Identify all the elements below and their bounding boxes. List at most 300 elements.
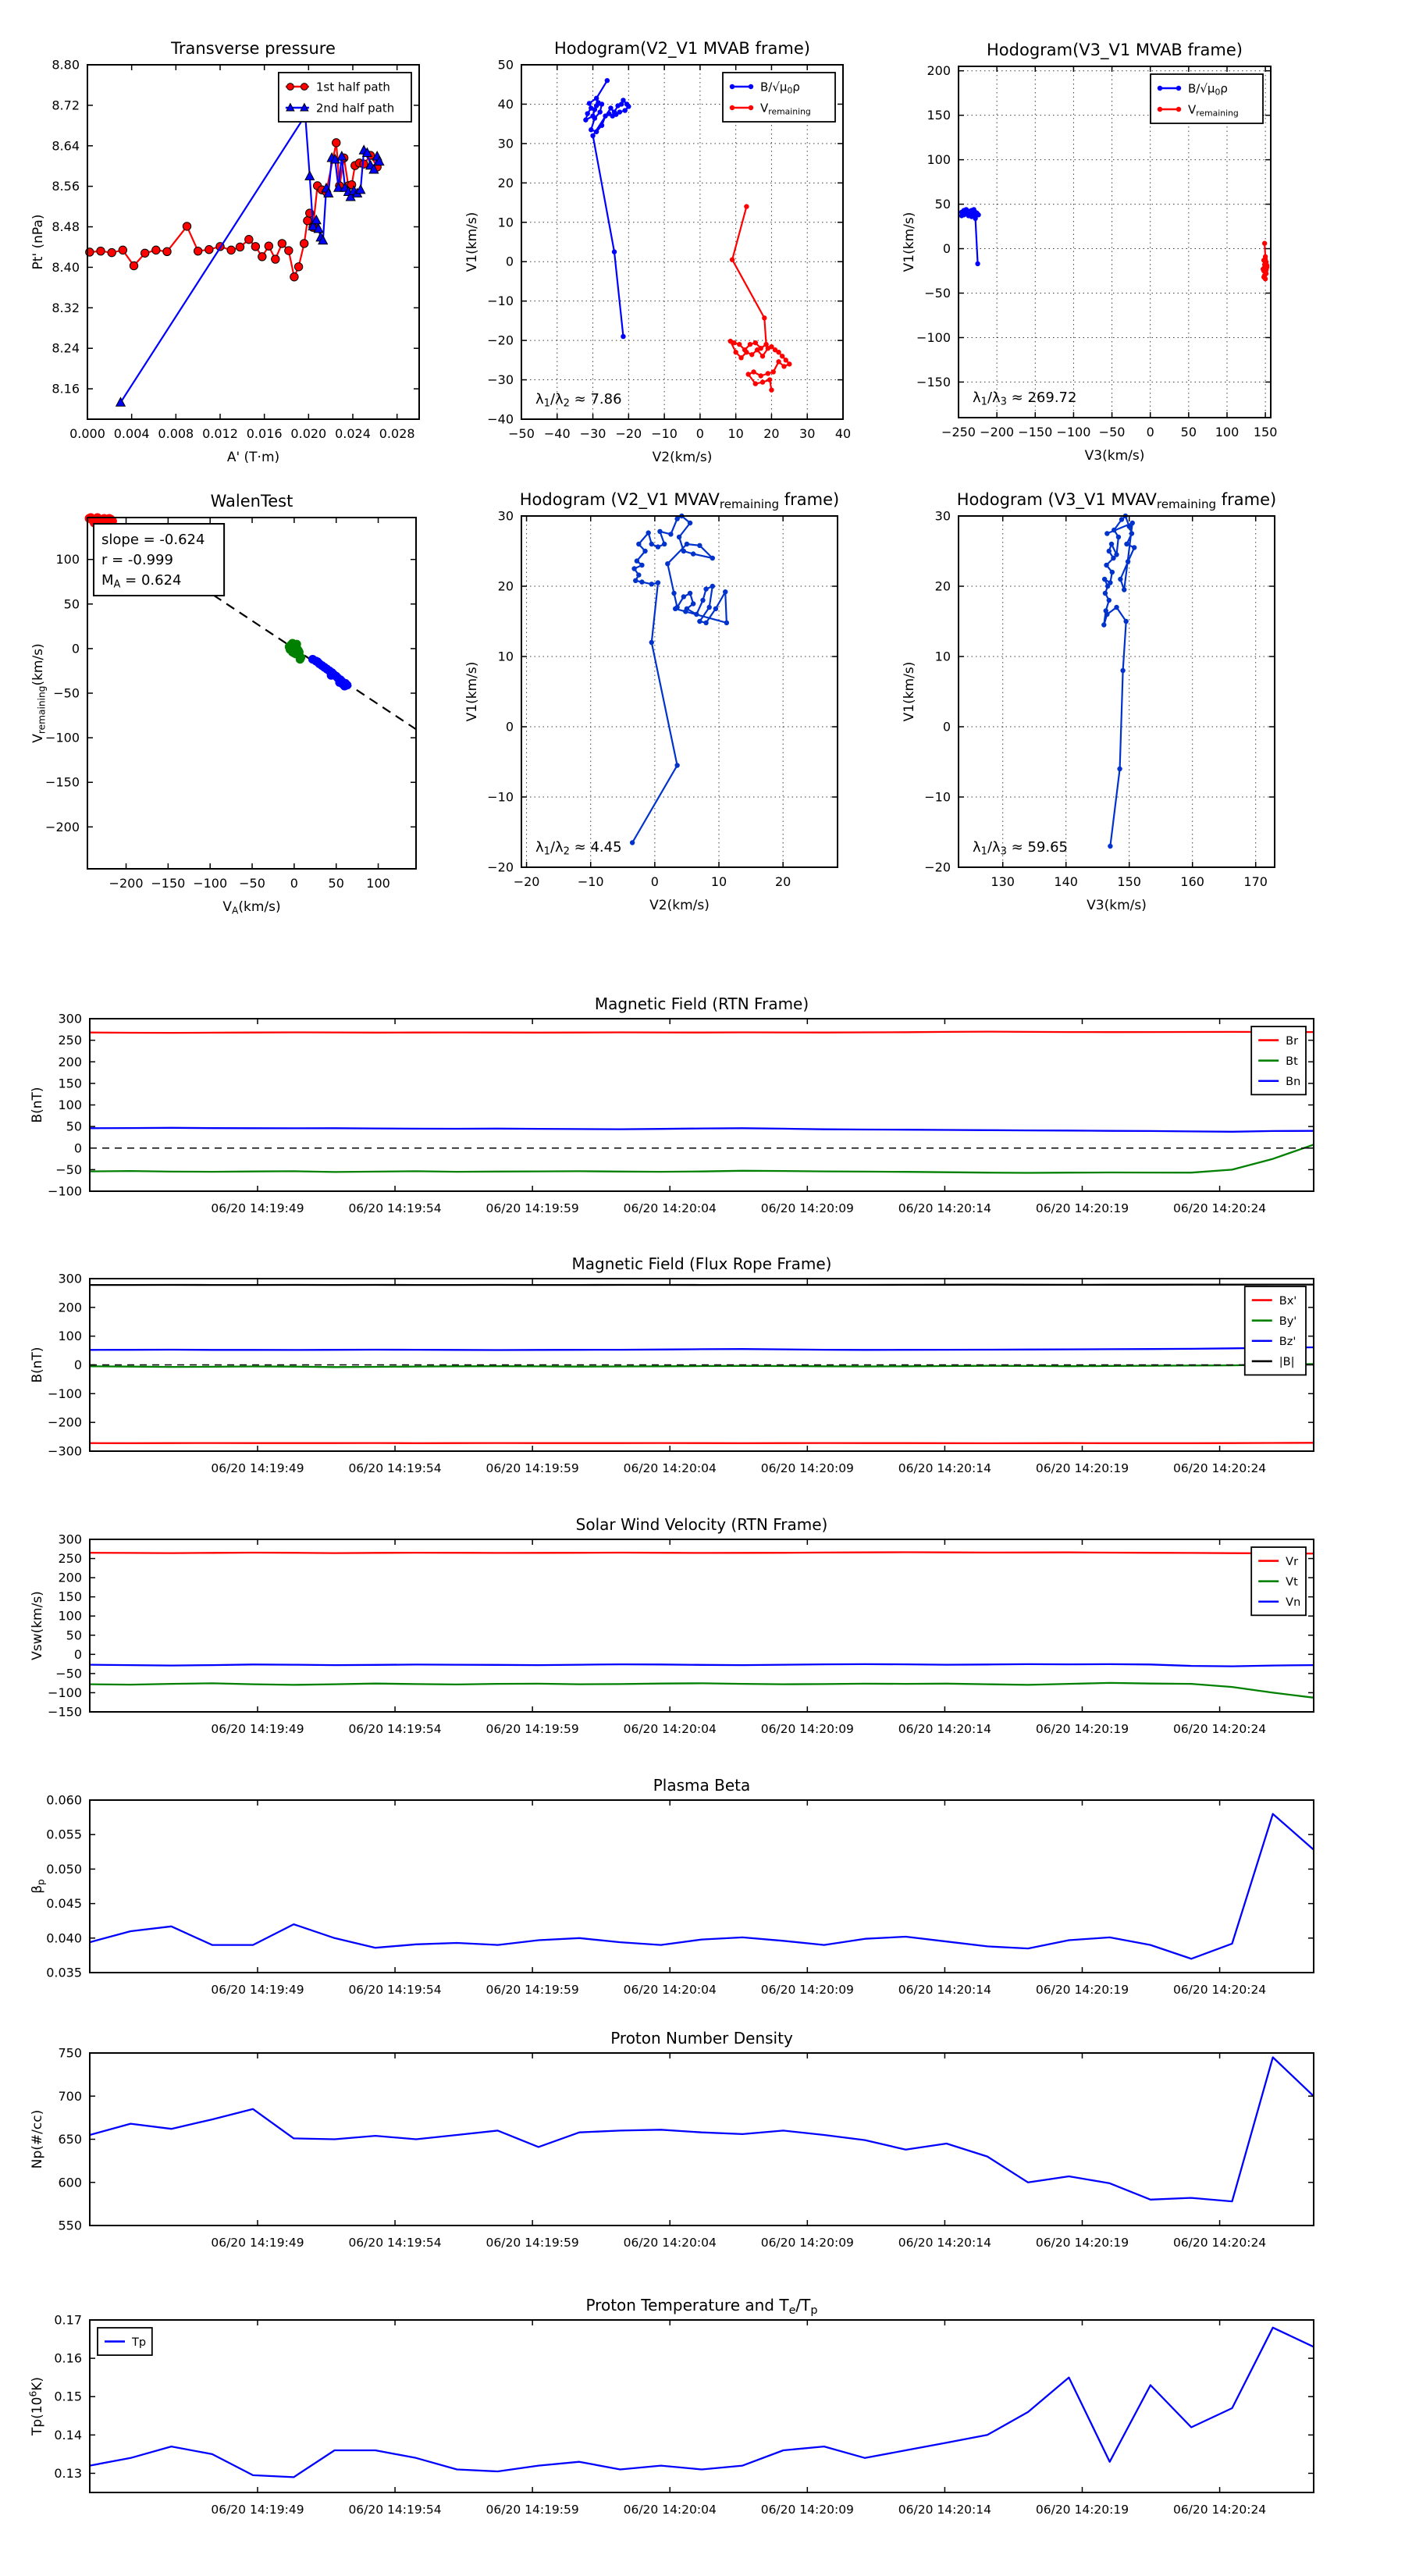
y-tick-label: 30 [934, 508, 951, 524]
marker-dot [1101, 622, 1106, 627]
marker-dot [639, 563, 644, 568]
plot-title: Hodogram (V2_V1 $MVAV_{remaining}$ frame) [519, 490, 840, 512]
y-tick-label: 8.72 [52, 98, 80, 113]
lambda-annotation: $\lambda_1/\lambda_3 \approx 269.72$ [973, 390, 1077, 408]
time-tick-label: 06/20 14:20:19 [1035, 1461, 1129, 1475]
x-tick-label: −50 [239, 876, 265, 891]
marker-dot [681, 549, 686, 553]
marker-dot [681, 594, 686, 599]
series-line [90, 1032, 1314, 1034]
x-tick-label: 0.008 [158, 426, 194, 441]
y-tick-label: −20 [924, 859, 951, 875]
y-tick-label: 50 [66, 1119, 82, 1134]
marker-dot [343, 681, 351, 689]
marker-dot [608, 105, 613, 110]
y-tick-label: 0.040 [46, 1930, 82, 1946]
time-tick-label: 06/20 14:20:09 [760, 1201, 854, 1215]
marker-circle [227, 246, 235, 254]
x-axis-label: VA(km/s) [222, 899, 281, 916]
y-tick-label: 550 [58, 2218, 82, 2233]
time-tick-label: 06/20 14:19:54 [348, 1983, 442, 1997]
series-second-half [308, 655, 351, 690]
time-tick-label: 06/20 14:19:59 [486, 2503, 579, 2517]
marker-dot [1104, 563, 1108, 568]
y-tick-label: −40 [487, 411, 514, 427]
series-|B| [90, 1285, 1314, 1286]
marker-dot [730, 258, 735, 262]
marker-dot [1122, 587, 1126, 592]
legend-label: Vt [1286, 1575, 1298, 1589]
y-axis-label: V1(km/s) [902, 661, 917, 722]
y-axis-label: Np(#/cc) [30, 2109, 45, 2169]
y-tick-label: 0.060 [46, 1792, 82, 1808]
y-tick-label: 0.055 [46, 1827, 82, 1842]
x-tick-label: 30 [799, 426, 816, 441]
x-tick-label: 130 [991, 874, 1015, 889]
grid [521, 516, 838, 867]
axes-frame [90, 2320, 1314, 2492]
marker-dot [589, 127, 593, 132]
marker-circle [333, 139, 340, 147]
y-tick-label: −200 [45, 819, 80, 834]
x-tick-label: 50 [1180, 425, 1197, 439]
series-Vr [90, 1553, 1314, 1554]
y-tick-label: 8.48 [52, 219, 80, 235]
b-flux-panel [27, 1249, 1325, 1490]
marker-dot [599, 123, 604, 127]
time-tick-label: 06/20 14:20:24 [1172, 2503, 1267, 2517]
y-tick-label: 0.15 [54, 2389, 82, 2404]
y-tick-label: 300 [58, 1011, 82, 1026]
x-tick-label: 10 [727, 426, 744, 441]
tp-panel [27, 2290, 1325, 2532]
axes-frame [90, 1539, 1314, 1712]
time-tick-label: 06/20 14:19:54 [348, 1201, 442, 1215]
time-tick-label: 06/20 14:20:19 [1035, 1983, 1129, 1997]
series-line [90, 1553, 1314, 1554]
marker-dot [649, 582, 654, 586]
y-tick-label: −150 [916, 374, 951, 390]
marker-circle [163, 247, 171, 255]
marker-dot [724, 621, 729, 625]
marker-dot [296, 655, 304, 664]
time-tick-label: 06/20 14:20:04 [623, 1461, 717, 1475]
legend-label: Bn [1286, 1075, 1301, 1088]
y-tick-label: 0 [73, 1357, 82, 1372]
marker-dot [723, 589, 727, 594]
series-line [90, 2058, 1314, 2202]
axis-ticks [58, 2046, 1314, 2250]
marker-dot [776, 350, 781, 354]
y-tick-label: 20 [497, 578, 514, 594]
series-Vt [90, 1683, 1314, 1698]
marker-circle [130, 262, 137, 269]
marker-dot [730, 105, 735, 110]
marker-dot [683, 609, 688, 614]
marker-circle [301, 84, 308, 91]
y-tick-label: 0 [942, 719, 951, 735]
x-tick-label: −50 [508, 426, 535, 441]
marker-dot [760, 379, 765, 384]
marker-dot [1129, 531, 1134, 535]
x-tick-label: 0 [650, 874, 659, 889]
legend [98, 2328, 152, 2355]
y-tick-label: 250 [58, 1551, 82, 1567]
y-tick-label: 8.32 [52, 300, 80, 315]
time-tick-label: 06/20 14:20:09 [760, 1461, 854, 1475]
marker-dot [767, 377, 772, 382]
x-tick-label: −40 [543, 426, 571, 441]
walen-test-plot [25, 488, 429, 920]
x-axis-label: V2(km/s) [652, 450, 713, 465]
x-axis-label: A' (T·m) [226, 450, 280, 465]
marker-dot [766, 371, 770, 375]
series-V-remaining [1261, 241, 1269, 282]
time-tick-label: 06/20 14:20:19 [1035, 2503, 1129, 2517]
marker-dot [621, 334, 625, 339]
b-rtn-panel [27, 989, 1325, 1230]
marker-dot [760, 354, 765, 358]
marker-dot [1263, 276, 1268, 281]
marker-dot [649, 542, 654, 546]
time-tick-label: 06/20 14:20:04 [623, 2236, 717, 2250]
x-tick-label: 150 [1253, 425, 1278, 439]
y-tick-label: 8.16 [52, 381, 80, 397]
y-tick-label: 10 [497, 649, 514, 664]
series-line [90, 1144, 1314, 1172]
marker-circle [300, 240, 308, 247]
marker-dot [1108, 580, 1112, 585]
marker-dot [1109, 542, 1114, 546]
marker-dot [642, 549, 647, 553]
marker-dot [594, 103, 599, 108]
marker-dot [728, 339, 733, 343]
y-axis-label: B(nT) [30, 1347, 45, 1383]
y-tick-label: 0.16 [54, 2350, 82, 2366]
y-tick-label: −50 [924, 286, 951, 301]
marker-dot [706, 605, 711, 610]
marker-circle [278, 240, 286, 247]
hodogram-v3v1-mvav-plot [896, 486, 1287, 919]
legend-label: $B/√\mu_0\rho$ [1188, 81, 1228, 98]
axes-frame [521, 516, 838, 867]
marker-dot [755, 347, 759, 352]
plot-title: Transverse pressure [171, 39, 336, 58]
marker-dot [1119, 517, 1124, 521]
y-tick-label: 200 [927, 63, 951, 79]
y-tick-label: 100 [58, 1098, 82, 1112]
y-tick-label: 100 [55, 552, 80, 568]
x-tick-label: −20 [513, 874, 540, 889]
axes-frame [90, 1019, 1314, 1191]
marker-dot [677, 535, 681, 539]
y-tick-label: 0 [505, 719, 514, 735]
y-tick-label: 300 [58, 1271, 82, 1286]
y-tick-label: 600 [58, 2175, 82, 2190]
series-line [90, 1664, 1314, 1667]
time-tick-label: 06/20 14:19:59 [486, 1461, 579, 1475]
marker-circle [194, 247, 201, 254]
x-tick-label: 170 [1243, 874, 1268, 889]
time-tick-label: 06/20 14:20:14 [898, 1983, 992, 1997]
marker-dot [759, 373, 763, 378]
time-tick-label: 06/20 14:19:54 [348, 2503, 442, 2517]
y-axis-label: V1(km/s) [464, 212, 480, 272]
series-line [90, 1128, 1314, 1132]
marker-dot [1130, 521, 1135, 525]
time-tick-label: 06/20 14:20:14 [898, 2503, 992, 2517]
marker-dot [1104, 531, 1109, 535]
hodogram-v3v1-mvab-plot [896, 37, 1283, 469]
legend [1151, 74, 1263, 123]
marker-dot [630, 840, 635, 845]
marker-dot [668, 532, 673, 536]
x-tick-label: −30 [579, 426, 606, 441]
marker-circle [290, 273, 298, 281]
marker-dot [738, 355, 743, 360]
marker-circle [236, 243, 244, 251]
axes-frame [90, 2053, 1314, 2226]
lambda-annotation: $\lambda_1/\lambda_3 \approx 59.65$ [973, 839, 1068, 858]
marker-dot [762, 315, 767, 320]
marker-dot [635, 558, 639, 563]
marker-dot [614, 112, 618, 116]
y-tick-label: 50 [66, 1628, 82, 1643]
y-tick-label: −100 [48, 1685, 82, 1700]
lambda-annotation: $\lambda_1/\lambda_2 \approx 4.45$ [535, 839, 622, 858]
marker-dot [784, 358, 788, 362]
marker-dot [1158, 86, 1162, 91]
y-tick-label: 0 [505, 254, 514, 269]
time-tick-label: 06/20 14:20:19 [1035, 2236, 1129, 2250]
legend-label: Br [1286, 1034, 1299, 1048]
marker-dot [700, 598, 705, 603]
marker-circle [205, 246, 213, 254]
marker-dot [1118, 577, 1122, 582]
marker-dot [1264, 259, 1268, 264]
time-tick-label: 06/20 14:20:24 [1172, 1461, 1267, 1475]
y-axis-label: Vremaining(km/s) [30, 643, 48, 743]
time-tick-label: 06/20 14:20:19 [1035, 1201, 1129, 1215]
y-tick-label: −150 [45, 774, 80, 790]
marker-triangle [305, 171, 315, 180]
marker-dot [730, 84, 735, 89]
marker-dot [745, 372, 750, 376]
marker-dot [710, 556, 715, 560]
marker-dot [703, 621, 708, 625]
series-beta-p [90, 1814, 1314, 1959]
y-tick-label: 50 [497, 57, 514, 73]
marker-dot [751, 369, 756, 374]
y-tick-label: 8.24 [52, 340, 80, 356]
axis-ticks [48, 1272, 1314, 1476]
marker-dot [1176, 107, 1181, 112]
marker-dot [787, 361, 791, 366]
y-tick-label: −10 [487, 789, 514, 805]
time-tick-label: 06/20 14:20:04 [623, 1983, 717, 1997]
y-tick-label: 50 [934, 197, 951, 212]
stats-line: $M_A = 0.624$ [101, 572, 182, 591]
marker-dot [598, 109, 603, 114]
marker-dot [753, 340, 758, 345]
series-line [90, 1683, 1314, 1698]
marker-dot [748, 342, 752, 347]
y-tick-label: 100 [58, 1608, 82, 1624]
marker-circle [286, 84, 293, 91]
y-tick-label: −50 [53, 685, 80, 701]
y-axis-label: βp [30, 1879, 47, 1894]
time-tick-label: 06/20 14:20:04 [623, 1201, 717, 1215]
x-tick-label: −50 [1098, 425, 1126, 439]
x-tick-label: −10 [577, 874, 604, 889]
time-tick-label: 06/20 14:19:54 [348, 2236, 442, 2250]
x-tick-label: 0 [1146, 425, 1154, 439]
marker-dot [744, 350, 749, 354]
y-axis-label: Pt' (nPa) [30, 214, 46, 270]
marker-dot [605, 78, 610, 83]
series-line [632, 516, 727, 843]
marker-dot [1110, 570, 1115, 575]
y-tick-label: −50 [55, 1162, 82, 1177]
hodogram-v2v1-mvab-plot [459, 35, 855, 471]
marker-dot [688, 591, 692, 596]
y-tick-label: 650 [58, 2132, 82, 2147]
marker-dot [592, 116, 597, 120]
y-tick-label: 0 [73, 1140, 82, 1156]
marker-circle [152, 246, 160, 254]
marker-dot [744, 204, 749, 208]
x-tick-label: 0 [290, 876, 298, 891]
marker-circle [285, 247, 293, 254]
panel-title: Plasma Beta [653, 1776, 751, 1795]
marker-circle [183, 222, 190, 230]
y-tick-label: −100 [45, 730, 80, 745]
legend [723, 73, 835, 122]
axis-ticks [48, 1012, 1314, 1216]
marker-dot [1102, 577, 1107, 582]
y-tick-label: 150 [58, 1076, 82, 1091]
time-tick-label: 06/20 14:20:19 [1035, 1722, 1129, 1736]
marker-dot [776, 359, 781, 364]
legend-label: |B| [1279, 1356, 1295, 1369]
series-line [90, 1347, 1314, 1350]
y-tick-label: −30 [487, 372, 514, 388]
x-tick-label: 20 [763, 426, 780, 441]
marker-dot [749, 84, 753, 89]
time-tick-label: 06/20 14:20:09 [760, 1983, 854, 1997]
grid [959, 516, 1275, 867]
marker-dot [590, 133, 595, 138]
legend-label: $V_{remaining}$ [1188, 102, 1239, 119]
y-tick-label: −100 [916, 329, 951, 345]
series-Vn [90, 1664, 1314, 1667]
y-tick-label: 0.045 [46, 1896, 82, 1912]
panel-title: Solar Wind Velocity (RTN Frame) [575, 1515, 828, 1534]
y-tick-label: 200 [58, 1570, 82, 1585]
marker-dot [1116, 535, 1121, 539]
marker-dot [697, 543, 702, 548]
plot-title: Hodogram(V3_V1 MVAB frame) [987, 41, 1243, 59]
marker-dot [587, 101, 592, 105]
plot-title: Hodogram (V3_V1 $MVAV_{remaining}$ frame) [956, 490, 1277, 512]
marker-dot [636, 572, 641, 577]
lambda-annotation: $\lambda_1/\lambda_2 \approx 7.86$ [535, 391, 622, 410]
y-tick-label: 8.80 [52, 57, 80, 73]
x-tick-label: −100 [1056, 425, 1091, 439]
marker-dot [107, 515, 116, 524]
x-tick-label: 0.000 [69, 426, 105, 441]
y-tick-label: 20 [934, 578, 951, 594]
time-tick-label: 06/20 14:20:24 [1172, 1983, 1267, 1997]
series-B-over-sqrt-mu0rho [583, 78, 631, 339]
time-tick-label: 06/20 14:19:49 [211, 1983, 304, 1997]
y-tick-label: 8.40 [52, 259, 80, 275]
time-tick-label: 06/20 14:20:24 [1172, 1201, 1267, 1215]
time-tick-label: 06/20 14:20:24 [1172, 2236, 1267, 2250]
panel-title: Proton Temperature and $T_e/T_p$ [585, 2296, 818, 2317]
legend-label: Tp [132, 2336, 147, 2349]
x-tick-label: 140 [1054, 874, 1078, 889]
axes-frame [90, 1800, 1314, 1973]
marker-dot [1114, 552, 1119, 557]
x-tick-label: 50 [328, 876, 344, 891]
y-tick-label: 20 [497, 175, 514, 190]
y-tick-label: −50 [55, 1666, 82, 1681]
marker-dot [1120, 668, 1125, 673]
marker-dot [769, 387, 774, 392]
y-tick-label: 150 [58, 1589, 82, 1605]
axis-ticks [46, 1793, 1314, 1998]
transverse-pressure-plot [25, 35, 432, 471]
marker-dot [691, 551, 695, 556]
marker-dot [749, 352, 754, 357]
legend-label: Vr [1286, 1555, 1299, 1568]
marker-dot [612, 249, 617, 254]
y-tick-label: 8.64 [52, 138, 80, 154]
y-tick-label: 0.050 [46, 1861, 82, 1877]
x-tick-label: 0.004 [113, 426, 150, 441]
marker-dot [674, 516, 679, 521]
y-tick-label: 0.17 [54, 2312, 82, 2328]
marker-dot [1112, 528, 1116, 532]
time-tick-label: 06/20 14:19:54 [348, 1461, 442, 1475]
marker-dot [646, 530, 650, 535]
marker-dot [631, 566, 636, 571]
y-tick-label: 40 [497, 96, 514, 112]
marker-dot [1262, 241, 1267, 246]
axis-ticks [924, 509, 1275, 890]
marker-dot [594, 130, 599, 134]
series-line [90, 1814, 1314, 1959]
y-tick-label: −100 [48, 1386, 82, 1401]
x-tick-label: −200 [980, 425, 1015, 439]
marker-dot [973, 216, 977, 221]
y-tick-label: 100 [58, 1329, 82, 1344]
legend-label: Vn [1286, 1596, 1301, 1609]
series-V-remaining [728, 204, 792, 392]
y-tick-label: 0.13 [54, 2465, 82, 2481]
panel-title: Magnetic Field (Flux Rope Frame) [571, 1254, 832, 1273]
x-tick-label: −200 [108, 876, 144, 891]
marker-circle [272, 255, 279, 263]
time-tick-label: 06/20 14:19:54 [348, 1722, 442, 1736]
marker-dot [1103, 591, 1108, 596]
legend [279, 73, 411, 122]
marker-dot [639, 579, 644, 584]
vsw-panel [27, 1510, 1325, 1751]
marker-dot [599, 101, 604, 106]
stats-line: slope = -0.624 [101, 532, 205, 548]
